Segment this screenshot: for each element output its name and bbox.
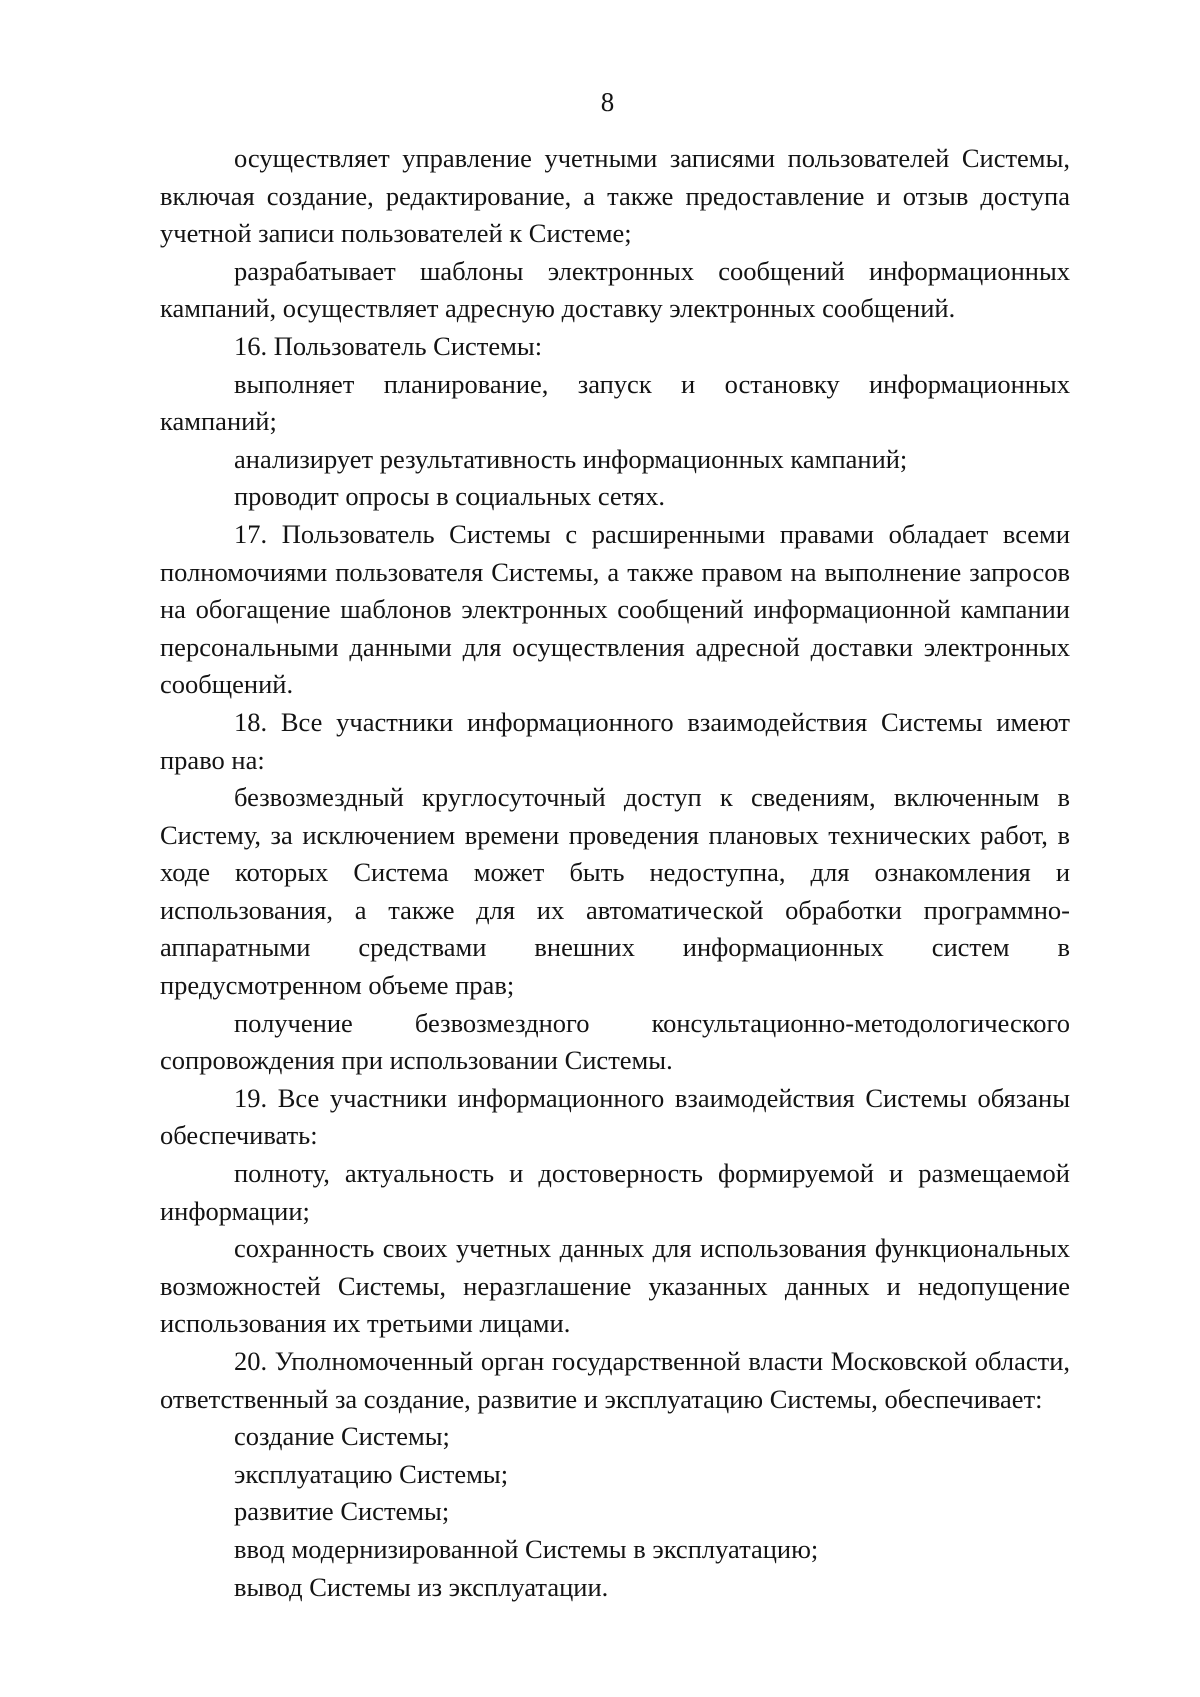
page-number: 8 — [600, 87, 615, 117]
list-item-system-operation: эксплуатацию Системы; — [234, 1458, 509, 1489]
paragraph-campaign-analysis: анализирует результативность информационных кампаний; — [234, 443, 908, 474]
document-body — [160, 140, 1070, 1606]
section-20-heading: 20. Уполномоченный орган государственной власти Московской области, ответственный за создание, развитие и эксплуатацию Системы, обеспечивает: — [160, 1346, 1070, 1414]
section-17-paragraph: 17. Пользователь Системы с расширенными правами обладает всеми полномочиями пользователя Системы, а также правом на выполнение запросов на обогащение шаблонов электронных сообщений информационной кампании персональными данными для осуществления адресной доставки электронных сообщений. — [160, 518, 1070, 700]
paragraph-message-templates: разрабатывает шаблоны электронных сообщений информационных кампаний, осуществляет адресную доставку электронных сообщений. — [160, 255, 1070, 324]
list-item-system-creation: создание Системы; — [234, 1421, 450, 1452]
section-18-heading: 18. Все участники информационного взаимодействия Системы имеют право на: — [160, 706, 1070, 775]
paragraph-consulting-support: получение безвозмездного консультационно-методологического сопровождения при использовании Системы. — [160, 1007, 1070, 1076]
section-19-heading: 19. Все участники информационного взаимодействия Системы обязаны обеспечивать: — [160, 1082, 1070, 1151]
section-16-heading: 16. Пользователь Системы: — [234, 330, 543, 361]
paragraph-credentials-safety: сохранность своих учетных данных для использования функциональных возможностей Системы, неразглашение указанных данных и недопущение использования их третьими лицами. — [160, 1233, 1070, 1339]
paragraph-free-access: безвозмездный круглосуточный доступ к сведениям, включенным в Систему, за исключением времени проведения плановых технических работ, в ходе которых Система может быть недоступна, для ознакомления и использования, а также для их автоматической обработки программно-аппаратными средствами внешних информационных систем в предусмотренном объеме прав; — [160, 782, 1070, 1001]
paragraph-campaign-planning: выполняет планирование, запуск и остановку информационных кампаний; — [160, 368, 1070, 437]
list-item-system-modernization: ввод модернизированной Системы в эксплуатацию; — [234, 1533, 819, 1564]
paragraph-information-accuracy: полноту, актуальность и достоверность формируемой и размещаемой информации; — [160, 1158, 1070, 1226]
list-item-system-decommission: вывод Системы из эксплуатации. — [234, 1571, 609, 1602]
paragraph-social-polls: проводит опросы в социальных сетях. — [234, 481, 665, 512]
list-item-system-development: развитие Системы; — [234, 1496, 450, 1527]
paragraph-account-management: осуществляет управление учетными записями пользователей Системы, включая создание, редактирование, а также предоставление и отзыв доступа учетной записи пользователей к Системе; — [160, 143, 1070, 249]
